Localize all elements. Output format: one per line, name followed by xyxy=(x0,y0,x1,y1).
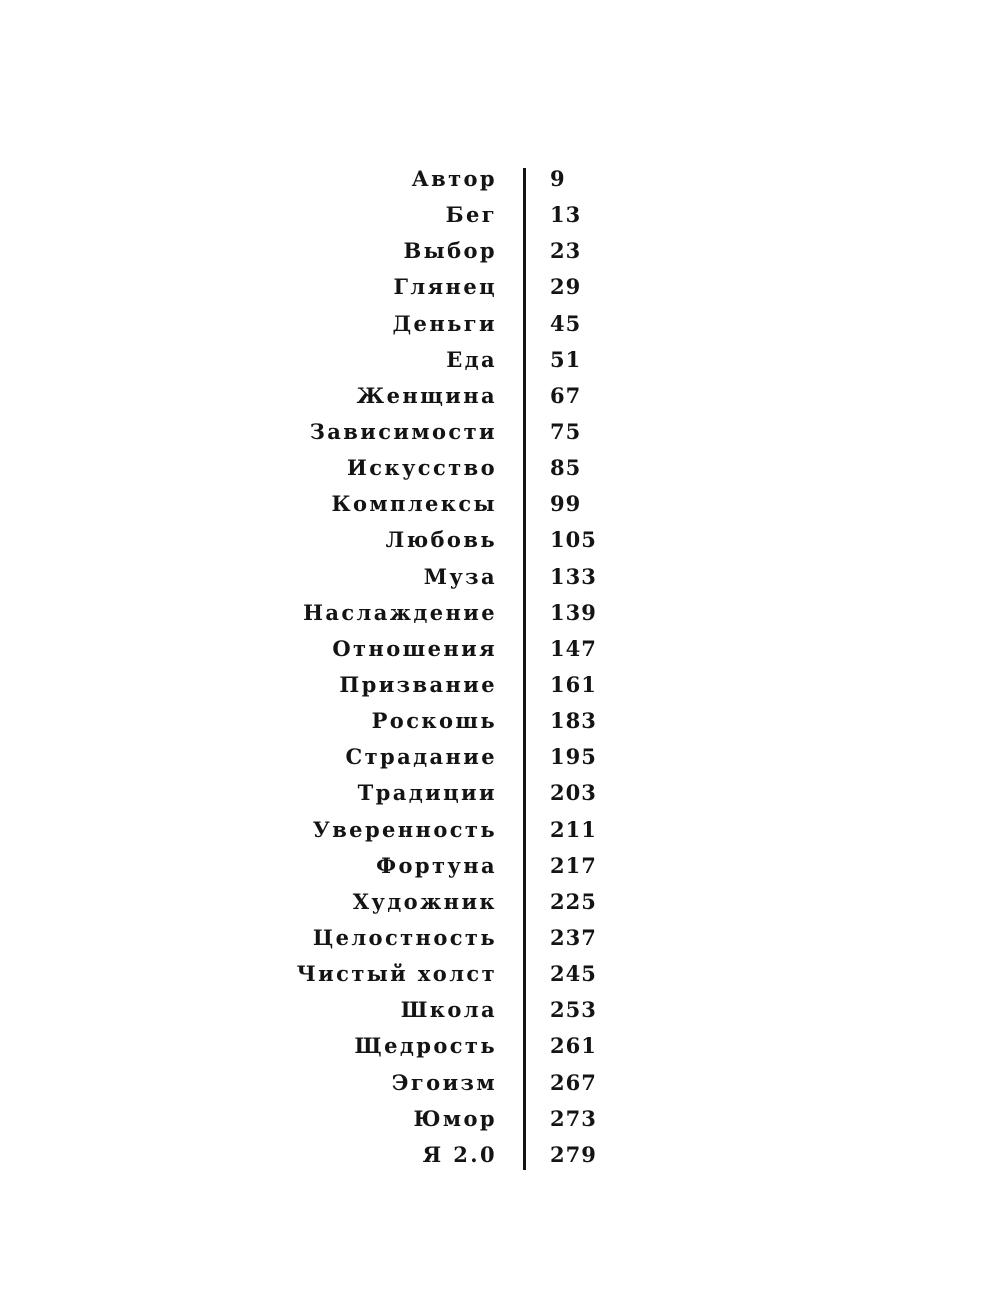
toc-entry xyxy=(0,1137,1000,1173)
toc-entry-page-number: 211 xyxy=(550,816,597,842)
toc-entry-title: Женщина xyxy=(356,382,497,408)
toc-entry-page-number: 237 xyxy=(550,924,597,950)
toc-entry-page-number: 267 xyxy=(550,1069,597,1095)
toc-entry-title: Щедрость xyxy=(354,1033,497,1059)
toc-entry xyxy=(0,450,1000,486)
toc-entry-title: Эгоизм xyxy=(391,1069,497,1095)
toc-entry xyxy=(0,522,1000,558)
toc-entry xyxy=(0,306,1000,342)
toc-entry xyxy=(0,920,1000,956)
toc-entry-page-number: 13 xyxy=(550,202,582,228)
toc-entry xyxy=(0,1028,1000,1064)
toc-entry-page-number: 195 xyxy=(550,744,597,770)
toc-entry-title: Уверенность xyxy=(312,816,497,842)
toc-entry-title: Художник xyxy=(352,888,497,914)
toc-entry xyxy=(0,269,1000,305)
toc-entry xyxy=(0,414,1000,450)
toc-entry xyxy=(0,342,1000,378)
toc-entry xyxy=(0,775,1000,811)
toc-entry-page-number: 85 xyxy=(550,455,582,481)
toc-entry-title: Отношения xyxy=(332,635,497,661)
toc-entry-page-number: 23 xyxy=(550,238,582,264)
toc-entry-page-number: 45 xyxy=(550,310,582,336)
toc-entry xyxy=(0,595,1000,631)
toc-entry xyxy=(0,378,1000,414)
toc-entry xyxy=(0,559,1000,595)
toc-entry xyxy=(0,848,1000,884)
toc-entry-title: Юмор xyxy=(413,1105,497,1131)
toc-entry-page-number: 253 xyxy=(550,997,597,1023)
toc-entry-title: Традиции xyxy=(357,780,497,806)
toc-entry-page-number: 279 xyxy=(550,1141,597,1167)
toc-entry-page-number: 139 xyxy=(550,599,597,625)
toc-entry-page-number: 225 xyxy=(550,888,597,914)
toc-entry-title: Школа xyxy=(400,997,497,1023)
toc-entry xyxy=(0,667,1000,703)
toc-entry-page-number: 203 xyxy=(550,780,597,806)
toc-entry-title: Целостность xyxy=(312,924,497,950)
toc-entry-page-number: 75 xyxy=(550,418,582,444)
toc-entry-page-number: 183 xyxy=(550,708,597,734)
toc-entry-page-number: 217 xyxy=(550,852,597,878)
toc-entry xyxy=(0,631,1000,667)
toc-entry-page-number: 261 xyxy=(550,1033,597,1059)
toc-entry xyxy=(0,956,1000,992)
toc-entry-title: Комплексы xyxy=(331,491,497,517)
toc-entry-page-number: 51 xyxy=(550,346,582,372)
toc-entry-title: Автор xyxy=(411,166,497,191)
toc-entry xyxy=(0,161,1000,197)
toc-entry-title: Муза xyxy=(423,563,497,589)
toc-entry xyxy=(0,1101,1000,1137)
toc-entry xyxy=(0,1065,1000,1101)
toc-entry xyxy=(0,233,1000,269)
toc-entry-title: Зависимости xyxy=(309,418,497,444)
toc-entry-page-number: 9 xyxy=(550,166,566,191)
toc-entry-title: Я 2.0 xyxy=(422,1141,497,1167)
toc-entry-title: Деньги xyxy=(392,310,497,336)
toc-entry-title: Призвание xyxy=(339,671,497,697)
toc-entry-title: Роскошь xyxy=(371,708,497,734)
toc-entry-page-number: 245 xyxy=(550,961,597,987)
toc-entry-title: Еда xyxy=(446,346,497,372)
toc-entry-title: Фортуна xyxy=(376,852,497,878)
toc-entry-title: Глянец xyxy=(393,274,497,300)
toc-entry xyxy=(0,486,1000,522)
toc-entry xyxy=(0,884,1000,920)
toc-entry-page-number: 161 xyxy=(550,671,597,697)
toc-entry xyxy=(0,703,1000,739)
toc-entry-page-number: 133 xyxy=(550,563,597,589)
toc-entry-title: Страдание xyxy=(345,744,497,770)
toc-entry-page-number: 273 xyxy=(550,1105,597,1131)
toc-entry-title: Искусство xyxy=(346,455,497,481)
toc-entry-page-number: 67 xyxy=(550,382,582,408)
toc-entry-title: Чистый холст xyxy=(296,961,497,987)
toc-entry xyxy=(0,197,1000,233)
toc-entry-title: Любовь xyxy=(385,527,497,553)
toc-entry xyxy=(0,992,1000,1028)
toc-entry xyxy=(0,812,1000,848)
toc-entry-title: Выбор xyxy=(403,238,497,264)
table-of-contents xyxy=(0,161,1000,1173)
toc-entry xyxy=(0,739,1000,775)
toc-entry-title: Бег xyxy=(445,202,497,228)
toc-entry-page-number: 147 xyxy=(550,635,597,661)
toc-entry-title: Наслаждение xyxy=(303,599,497,625)
toc-entry-page-number: 99 xyxy=(550,491,582,517)
toc-entry-page-number: 105 xyxy=(550,527,597,553)
toc-entry-page-number: 29 xyxy=(550,274,582,300)
